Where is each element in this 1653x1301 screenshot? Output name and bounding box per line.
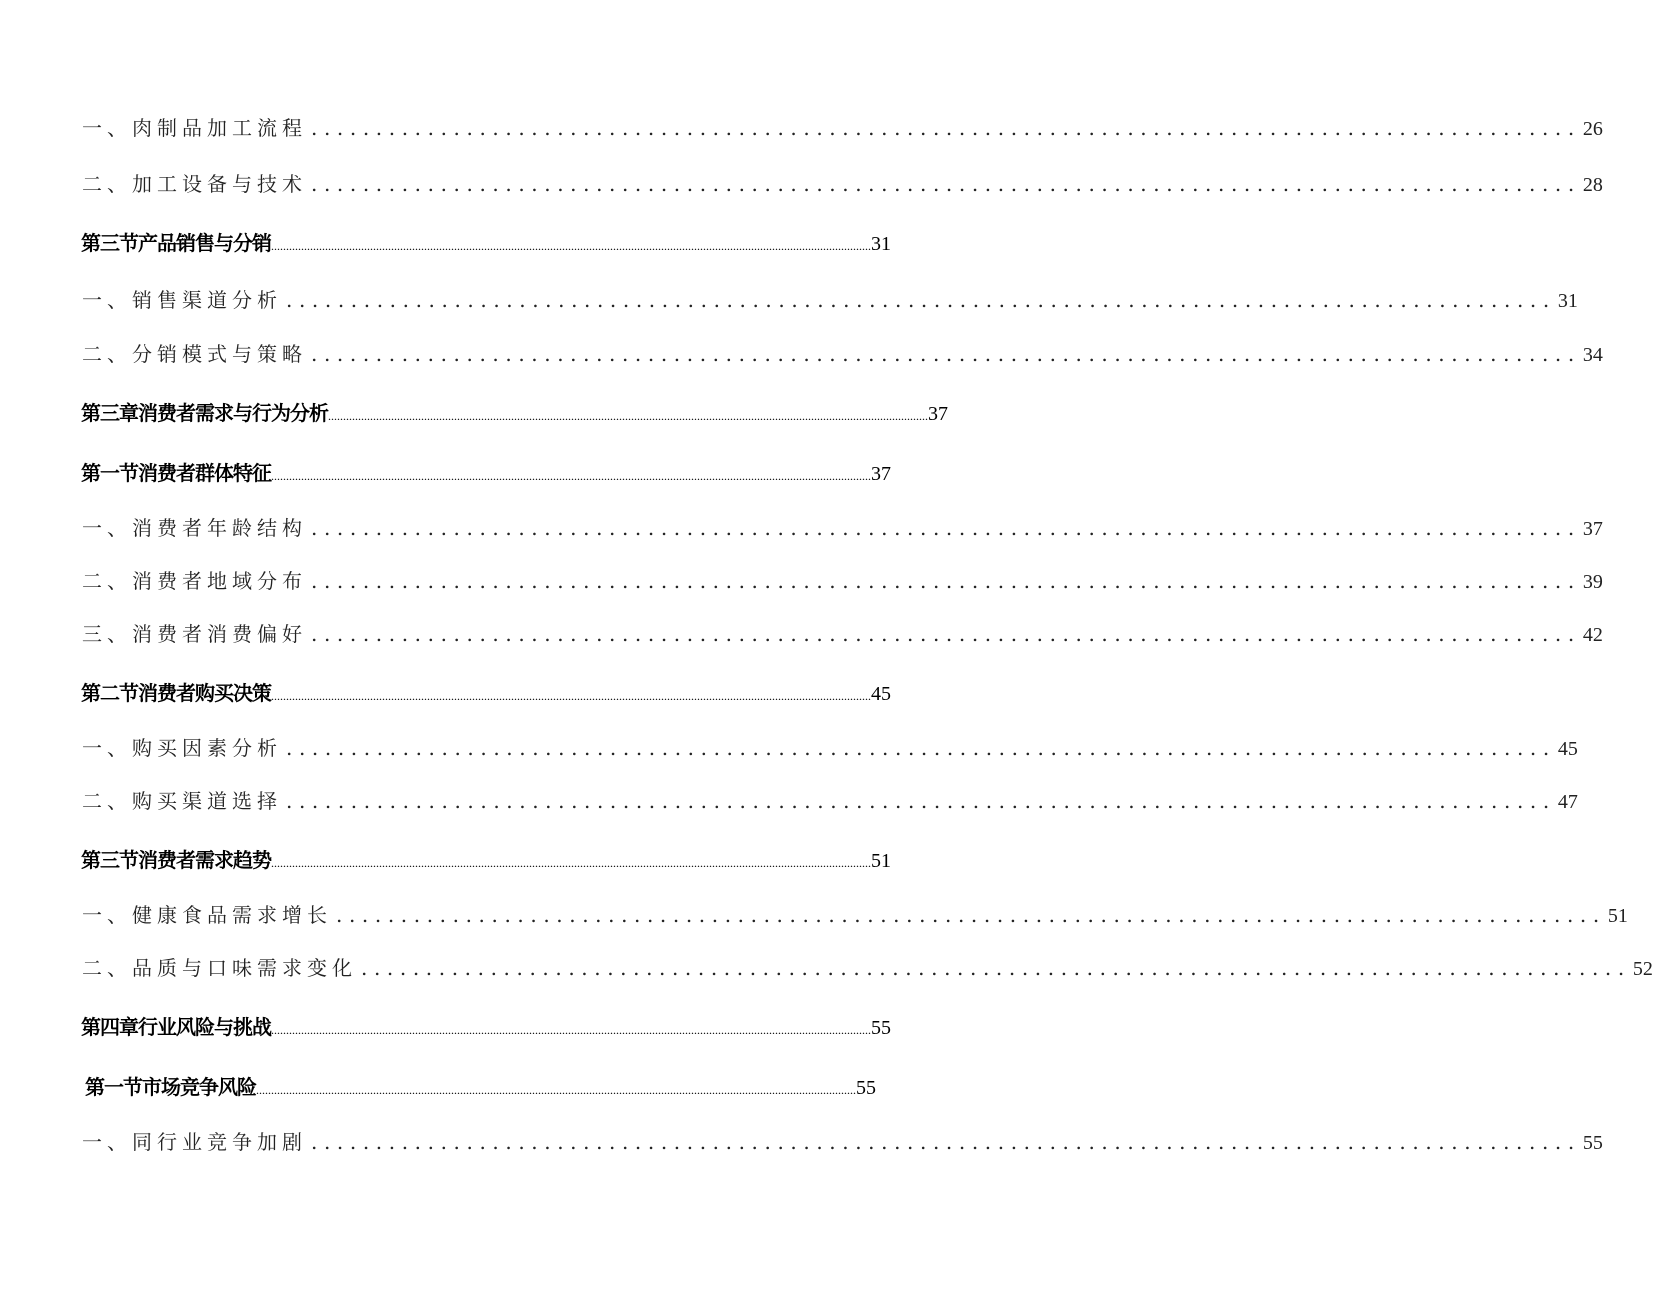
- toc-entry-label: 二、分销模式与策略: [82, 342, 307, 366]
- toc-entry[interactable]: [82, 512, 1603, 541]
- dot-leader: ..................................................................................................: [311, 172, 1581, 196]
- toc-entry-label: 二、消费者地域分布: [82, 569, 307, 593]
- dot-leader: ..................................................................................................: [311, 622, 1581, 646]
- toc-entry[interactable]: [81, 677, 891, 706]
- toc-entry[interactable]: [82, 284, 1578, 313]
- toc-entry-label: 二、品质与口味需求变化: [82, 956, 357, 980]
- toc-entry[interactable]: [82, 785, 1578, 814]
- dot-leader: ..................................................................................................: [286, 736, 1556, 760]
- toc-entry-label: 第一节市场竞争风险: [85, 1075, 256, 1099]
- toc-entry-page: 45: [871, 683, 891, 705]
- toc-entry-label: 第三节消费者需求趋势: [81, 848, 271, 872]
- toc-entry[interactable]: [81, 1011, 891, 1040]
- toc-entry-label: 一、肉制品加工流程: [82, 116, 307, 140]
- toc-entry[interactable]: [82, 168, 1603, 197]
- toc-entry-page: 37: [871, 463, 891, 485]
- dot-leader: ........................................................................................................................................................................................................: [271, 856, 871, 870]
- dot-leader: ........................................................................................................................................................................................................: [256, 1083, 856, 1097]
- toc-entry-label: 一、消费者年龄结构: [82, 516, 307, 540]
- dot-leader: ........................................................................................................................................................................................................: [271, 1023, 871, 1037]
- toc-entry-page: 55: [871, 1017, 891, 1039]
- toc-entry[interactable]: [82, 952, 1653, 981]
- toc-entry[interactable]: [81, 397, 948, 426]
- toc-entry-page: 51: [1607, 905, 1628, 927]
- toc-entry-label: 第四章行业风险与挑战: [81, 1015, 271, 1039]
- dot-leader: ..................................................................................................: [311, 569, 1581, 593]
- toc-entry-page: 34: [1582, 344, 1603, 366]
- toc-entry-label: 第三章消费者需求与行为分析: [81, 401, 328, 425]
- dot-leader: ........................................................................................................................................................................................................: [271, 239, 871, 253]
- toc-entry-label: 第一节消费者群体特征: [81, 461, 271, 485]
- toc-entry-page: 51: [871, 850, 891, 872]
- toc-entry[interactable]: [82, 899, 1628, 928]
- toc-entry-page: 37: [1582, 518, 1603, 540]
- dot-leader: ..................................................................................................: [286, 288, 1556, 312]
- toc-entry-page: 52: [1632, 958, 1653, 980]
- toc-entry-label: 二、购买渠道选择: [82, 789, 282, 813]
- toc-entry-label: 第二节消费者购买决策: [81, 681, 271, 705]
- toc-entry-page: 47: [1557, 791, 1578, 813]
- dot-leader: ..................................................................................................: [361, 956, 1631, 980]
- toc-entry-label: 一、销售渠道分析: [82, 288, 282, 312]
- toc-entry[interactable]: [82, 732, 1578, 761]
- toc-entry-label: 第三节产品销售与分销: [81, 231, 271, 255]
- toc-entry-page: 31: [1557, 290, 1578, 312]
- toc-entry-label: 三、消费者消费偏好: [82, 622, 307, 646]
- toc-entry-label: 一、同行业竞争加剧: [82, 1130, 307, 1154]
- dot-leader: ..................................................................................................: [286, 789, 1556, 813]
- dot-leader: ........................................................................................................................................................................................................: [271, 469, 871, 483]
- dot-leader: ..................................................................................................: [336, 903, 1606, 927]
- toc-entry-page: 55: [1582, 1132, 1603, 1154]
- toc-entry-page: 45: [1557, 738, 1578, 760]
- toc-entry-page: 42: [1582, 624, 1603, 646]
- dot-leader: ..................................................................................................: [311, 116, 1581, 140]
- toc-entry[interactable]: [85, 1071, 876, 1100]
- toc-entry[interactable]: [82, 338, 1603, 367]
- toc-entry[interactable]: [82, 112, 1603, 141]
- toc-entry-page: 37: [928, 403, 948, 425]
- toc-entry-label: 一、购买因素分析: [82, 736, 282, 760]
- toc-entry[interactable]: [82, 618, 1603, 647]
- toc-entry-page: 31: [871, 233, 891, 255]
- dot-leader: ........................................................................................................................................................................................................: [271, 689, 871, 703]
- toc-entry-page: 28: [1582, 174, 1603, 196]
- toc-entry[interactable]: [81, 457, 891, 486]
- dot-leader: ..................................................................................................: [311, 1130, 1581, 1154]
- dot-leader: ..................................................................................................: [311, 516, 1581, 540]
- toc-entry[interactable]: [82, 565, 1603, 594]
- toc-entry[interactable]: [81, 844, 891, 873]
- dot-leader: ........................................................................................................................................................................................................: [328, 409, 928, 423]
- toc-entry-label: 二、加工设备与技术: [82, 172, 307, 196]
- dot-leader: ..................................................................................................: [311, 342, 1581, 366]
- toc-entry-label: 一、健康食品需求增长: [82, 903, 332, 927]
- toc-entry-page: 26: [1582, 118, 1603, 140]
- toc-entry-page: 39: [1582, 571, 1603, 593]
- toc-entry[interactable]: [82, 1126, 1603, 1155]
- toc-entry-page: 55: [856, 1077, 876, 1099]
- toc-entry[interactable]: [81, 227, 891, 256]
